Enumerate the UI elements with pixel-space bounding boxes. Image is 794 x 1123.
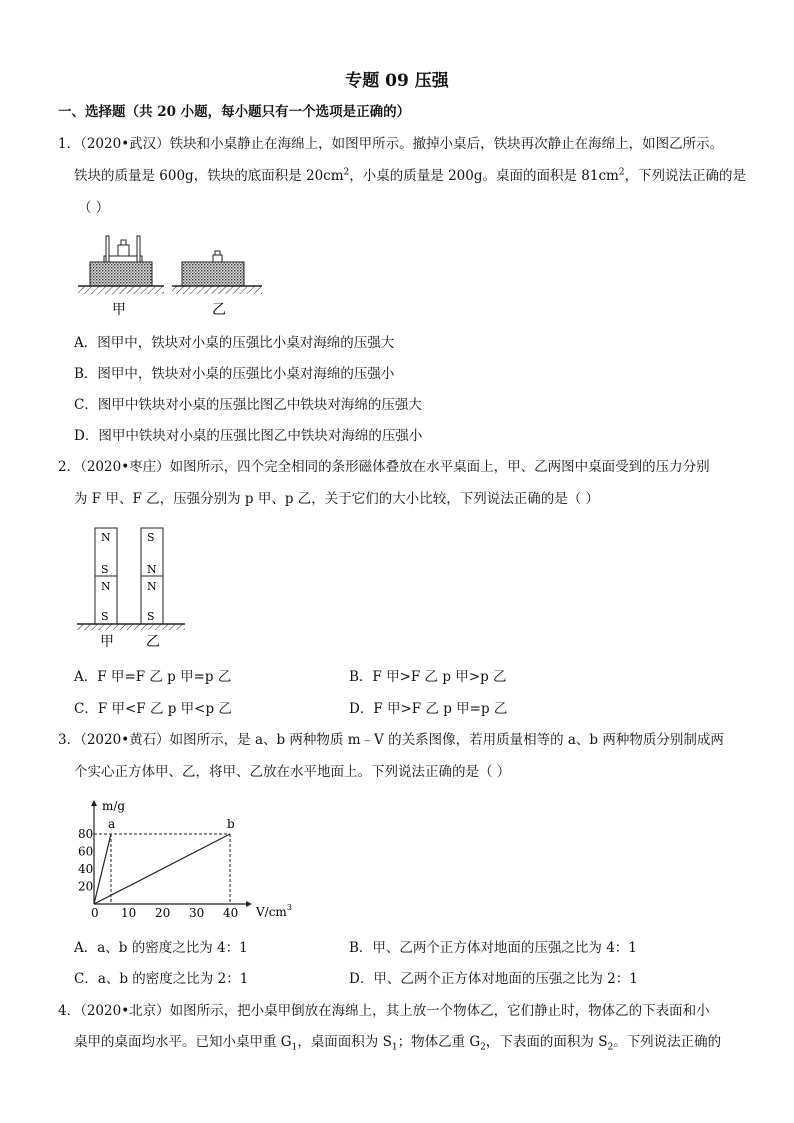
q3-option-c: C．a、b 的密度之比为 2：1 xyxy=(74,971,249,987)
q2-pole: S xyxy=(101,563,109,576)
q3-option-b: B．甲、乙两个正方体对地面的压强之比为 4：1 xyxy=(349,940,637,956)
q2-pole: S xyxy=(147,610,155,623)
q2-option-a: A．F 甲=F 乙 p 甲=p 乙 xyxy=(74,669,232,685)
y-tick-label: 60 xyxy=(78,844,94,859)
q1-iron-block-left xyxy=(118,245,129,256)
q2-pole: S xyxy=(147,531,155,544)
q2-pole: N xyxy=(101,580,111,593)
page-title: 专题 09 压强 xyxy=(345,71,449,91)
q1-option-c: C．图甲中铁块对小桌的压强比图乙中铁块对海绵的压强大 xyxy=(74,397,422,413)
y-tick-label: 40 xyxy=(78,862,94,876)
x-tick-label: 20 xyxy=(155,906,171,920)
q2-fig-label-1: 甲 xyxy=(100,634,114,650)
q2-fig-label-2: 乙 xyxy=(146,634,160,650)
q2-line1: 2．（2020•枣庄）如图所示，四个完全相同的条形磁体叠放在水平桌面上，甲、乙两图中桌面受到的压力分别 xyxy=(58,459,710,475)
q2-option-b: B．F 甲>F 乙 p 甲>p 乙 xyxy=(349,669,507,685)
q1-sponge-right xyxy=(182,262,244,286)
q3-option-d: D．甲、乙两个正方体对地面的压强之比为 2：1 xyxy=(349,971,638,987)
q1-option-d: D．图甲中铁块对小桌的压强比图乙中铁块对海绵的压强小 xyxy=(74,428,423,444)
series-label-a: a xyxy=(108,817,116,831)
q3-line2: 个实心正方体甲、乙，将甲、乙放在水平地面上。下列说法正确的是（ ） xyxy=(74,764,511,780)
q1-fig-label-2: 乙 xyxy=(212,302,226,318)
q1-iron-block-right xyxy=(213,255,222,262)
q4-line1: 4．（2020•北京）如图所示，把小桌甲倒放在海绵上，其上放一个物体乙，它们静止时，物体乙的下表面和小 xyxy=(58,1003,710,1019)
y-tick-label: 80 xyxy=(78,827,94,841)
q1-figure xyxy=(72,228,272,320)
y-tick-label: 20 xyxy=(78,879,94,894)
q2-pole: N xyxy=(147,580,157,593)
q1-answer-bracket: （ ） xyxy=(78,200,110,216)
q2-line2: 为 F 甲、F 乙，压强分别为 p 甲、p 乙，关于它们的大小比较，下列说法正确的是（ ） xyxy=(74,491,600,507)
q3-chart xyxy=(70,790,310,930)
q1-line2: 铁块的质量是 600g，铁块的底面积是 $20cm^2$，小桌的质量是 200g。桌面的面积是 $81cm^2$，下列说法正确的是 xyxy=(74,167,747,184)
q1-sponge-left xyxy=(90,262,152,286)
series-label-b: b xyxy=(227,817,235,831)
x-axis-arrow xyxy=(246,901,252,907)
section-heading: 一、选择题（共 20 小题，每小题只有一个选项是正确的） xyxy=(58,104,411,120)
q1-table-top xyxy=(104,256,142,262)
q2-option-c: C．F 甲<F 乙 p 甲<p 乙 xyxy=(74,701,232,717)
q3-option-a: A．a、b 的密度之比为 4：1 xyxy=(74,940,248,956)
q4-line2: 桌甲的桌面均水平。已知小桌甲重 $G_1$，桌面面积为 $S_1$；物体乙重 $G_2$，下表面的面积为 $S_2$。下列说法正确的 xyxy=(74,1034,722,1053)
q2-pole: S xyxy=(101,610,109,623)
q2-figure xyxy=(74,520,189,655)
q1-option-a: A．图甲中，铁块对小桌的压强比小桌对海绵的压强大 xyxy=(74,335,395,351)
q1-option-b: B．图甲中，铁块对小桌的压强比小桌对海绵的压强小 xyxy=(74,366,395,382)
y-axis-arrow xyxy=(91,800,97,806)
x-tick-label: 0 xyxy=(91,906,99,920)
series-line-a xyxy=(94,834,111,904)
x-axis-label: $V/cm^3$ xyxy=(256,903,292,919)
x-tick-label: 30 xyxy=(189,906,205,920)
q2-pole: N xyxy=(147,563,157,576)
y-axis-label: m/g xyxy=(102,799,126,813)
x-tick-label: 10 xyxy=(121,906,137,920)
q2-option-d: D．F 甲>F 乙 p 甲=p 乙 xyxy=(349,701,508,717)
series-line-b xyxy=(94,834,230,904)
q1-fig-label-1: 甲 xyxy=(112,302,126,318)
q1-line1: 1．（2020•武汉）铁块和小桌静止在海绵上，如图甲所示。撤掉小桌后，铁块再次静止在海绵上，如图乙所示。 xyxy=(58,136,724,152)
q3-line1: 3．（2020•黄石）如图所示，是 a、b 两种物质 m﹣V 的关系图像，若用质量相等的 a、b 两种物质分别制成两 xyxy=(58,732,724,748)
x-tick-label: 40 xyxy=(223,906,239,920)
q2-pole: N xyxy=(101,531,111,544)
